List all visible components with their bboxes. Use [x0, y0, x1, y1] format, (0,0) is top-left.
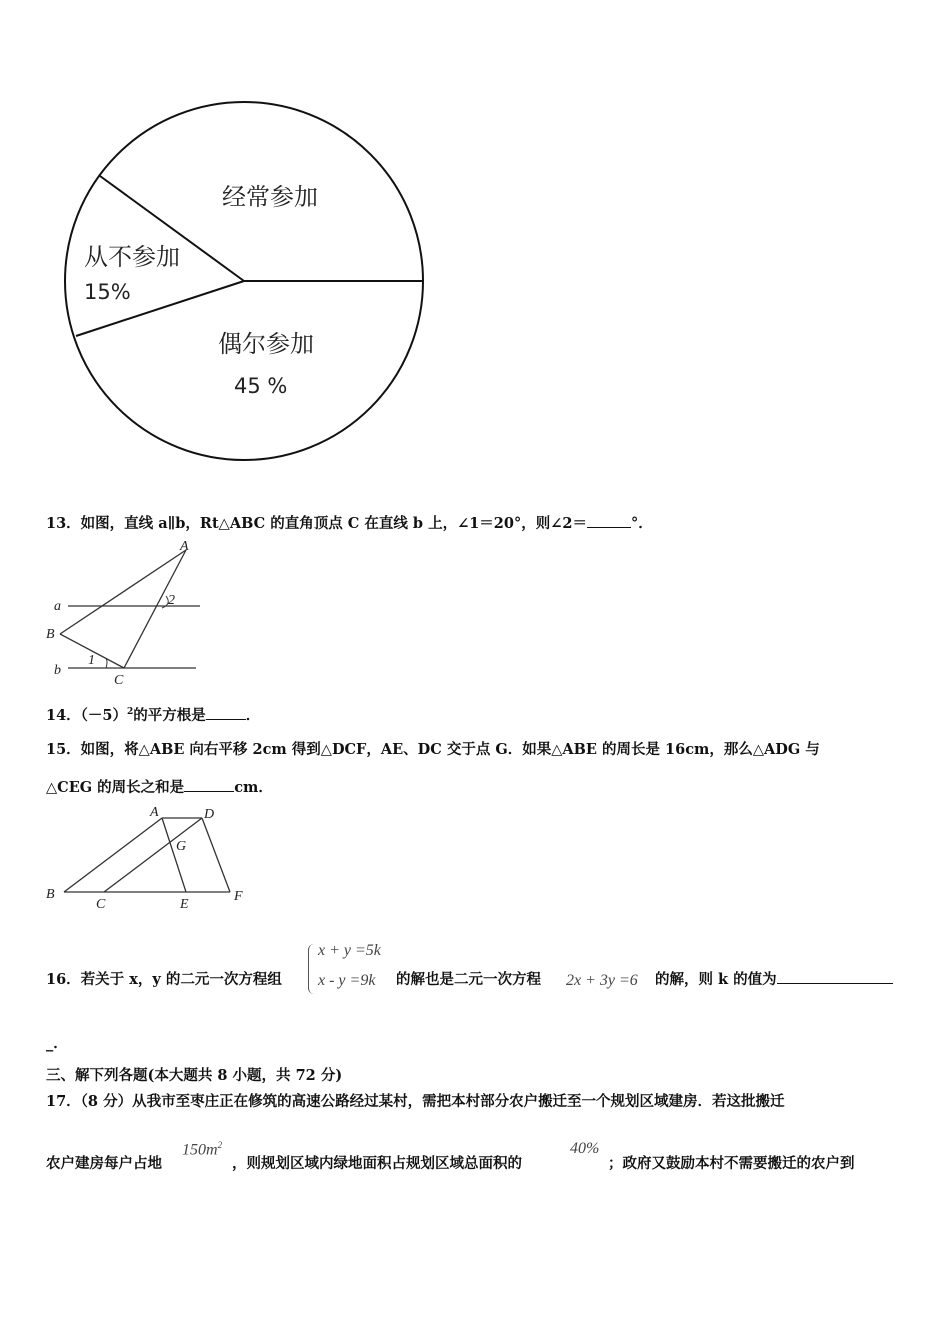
- label-a: a: [54, 599, 61, 614]
- q14-post: 的平方根是: [133, 707, 206, 724]
- q13-blank: [587, 513, 631, 528]
- q15-line2-pre: △CEG 的周长之和是: [46, 779, 185, 796]
- q16-blank: [777, 969, 893, 984]
- pie-chart: [60, 100, 440, 470]
- question-16-mid: 的解也是二元一次方程: [396, 971, 541, 988]
- label-F: F: [234, 889, 243, 904]
- q16-system-brace: [308, 944, 315, 994]
- segment-AB: [64, 818, 162, 892]
- label-G: G: [176, 839, 187, 854]
- q17-percent: 40%: [570, 1140, 600, 1157]
- pie-percent-never: 15%: [84, 280, 131, 304]
- label-2: 2: [168, 593, 175, 608]
- label-D: D: [204, 807, 215, 822]
- segment-AB: [60, 550, 186, 634]
- pie-percent-sometimes: 45 %: [234, 374, 288, 398]
- q13-figure: [40, 538, 210, 688]
- angle-1-arc: [106, 658, 107, 668]
- label-E: E: [180, 897, 189, 912]
- question-17-line2a: 农户建房每户占地: [46, 1155, 162, 1172]
- question-15-line1: 15．如图，将△ABE 向右平移 2cm 得到△DCF，AE、DC 交于点 G．如果△ABE 的周长是 16cm，那么△ADG 与: [46, 741, 820, 758]
- q17-area-exponent: 2: [217, 1140, 223, 1150]
- q16-equation-3: 2x + 3y =6: [566, 972, 638, 989]
- question-17-line2b: ，则规划区域内绿地面积占规划区域总面积的: [232, 1155, 522, 1172]
- segment-DC: [104, 818, 202, 892]
- q14-end: ．: [245, 707, 261, 724]
- pie-label-often: 经常参加: [222, 183, 318, 211]
- q16-equation-2: x - y =9k: [318, 972, 376, 989]
- label-1: 1: [88, 653, 95, 668]
- q14-pre: 14．（－5）: [46, 707, 128, 724]
- label-b: b: [54, 663, 61, 678]
- question-16-post: [655, 968, 893, 989]
- q14-blank: [206, 705, 246, 720]
- segment-AE: [162, 818, 186, 892]
- question-13: [46, 512, 653, 533]
- q13-after-blank: °．: [630, 515, 653, 532]
- question-16-tail: _．: [46, 1035, 68, 1052]
- label-C: C: [114, 673, 124, 688]
- question-14: [46, 704, 260, 725]
- pie-label-sometimes: 偶尔参加: [218, 330, 314, 358]
- segment-DF: [202, 818, 230, 892]
- question-17-line2c: ；政府又鼓励本村不需要搬迁的农户到: [608, 1155, 855, 1172]
- question-15-line2: [46, 776, 273, 797]
- q15-figure: [40, 800, 260, 920]
- label-A: A: [180, 539, 189, 554]
- q17-area: [182, 1140, 222, 1159]
- segment-AC: [124, 550, 186, 668]
- q16-post-text: 的解，则 k 的值为: [655, 971, 777, 988]
- question-17-line1: 17．（8 分）从我市至枣庄正在修筑的高速公路经过某村，需把本村部分农户搬迁至一个规划区域建房．若这批搬迁: [46, 1093, 785, 1110]
- q16-equation-1: x + y =5k: [318, 942, 381, 959]
- question-16-pre: 16．若关于 x，y 的二元一次方程组: [46, 971, 282, 988]
- q17-area-value: 150m: [182, 1141, 218, 1159]
- pie-label-never: 从不参加: [84, 243, 180, 271]
- label-B: B: [46, 887, 55, 902]
- label-B: B: [46, 627, 55, 642]
- q14-exponent: 2: [127, 707, 134, 718]
- section-3-title: 三、解下列各题(本大题共 8 小题，共 72 分): [46, 1067, 343, 1084]
- q15-line2-post: cm．: [234, 779, 273, 796]
- label-C: C: [96, 897, 106, 912]
- q13-text: 13．如图，直线 a∥b，Rt△ABC 的直角顶点 C 在直线 b 上，∠1＝20°，则∠2＝: [46, 515, 587, 532]
- label-A: A: [150, 805, 159, 820]
- q15-blank: [184, 777, 234, 792]
